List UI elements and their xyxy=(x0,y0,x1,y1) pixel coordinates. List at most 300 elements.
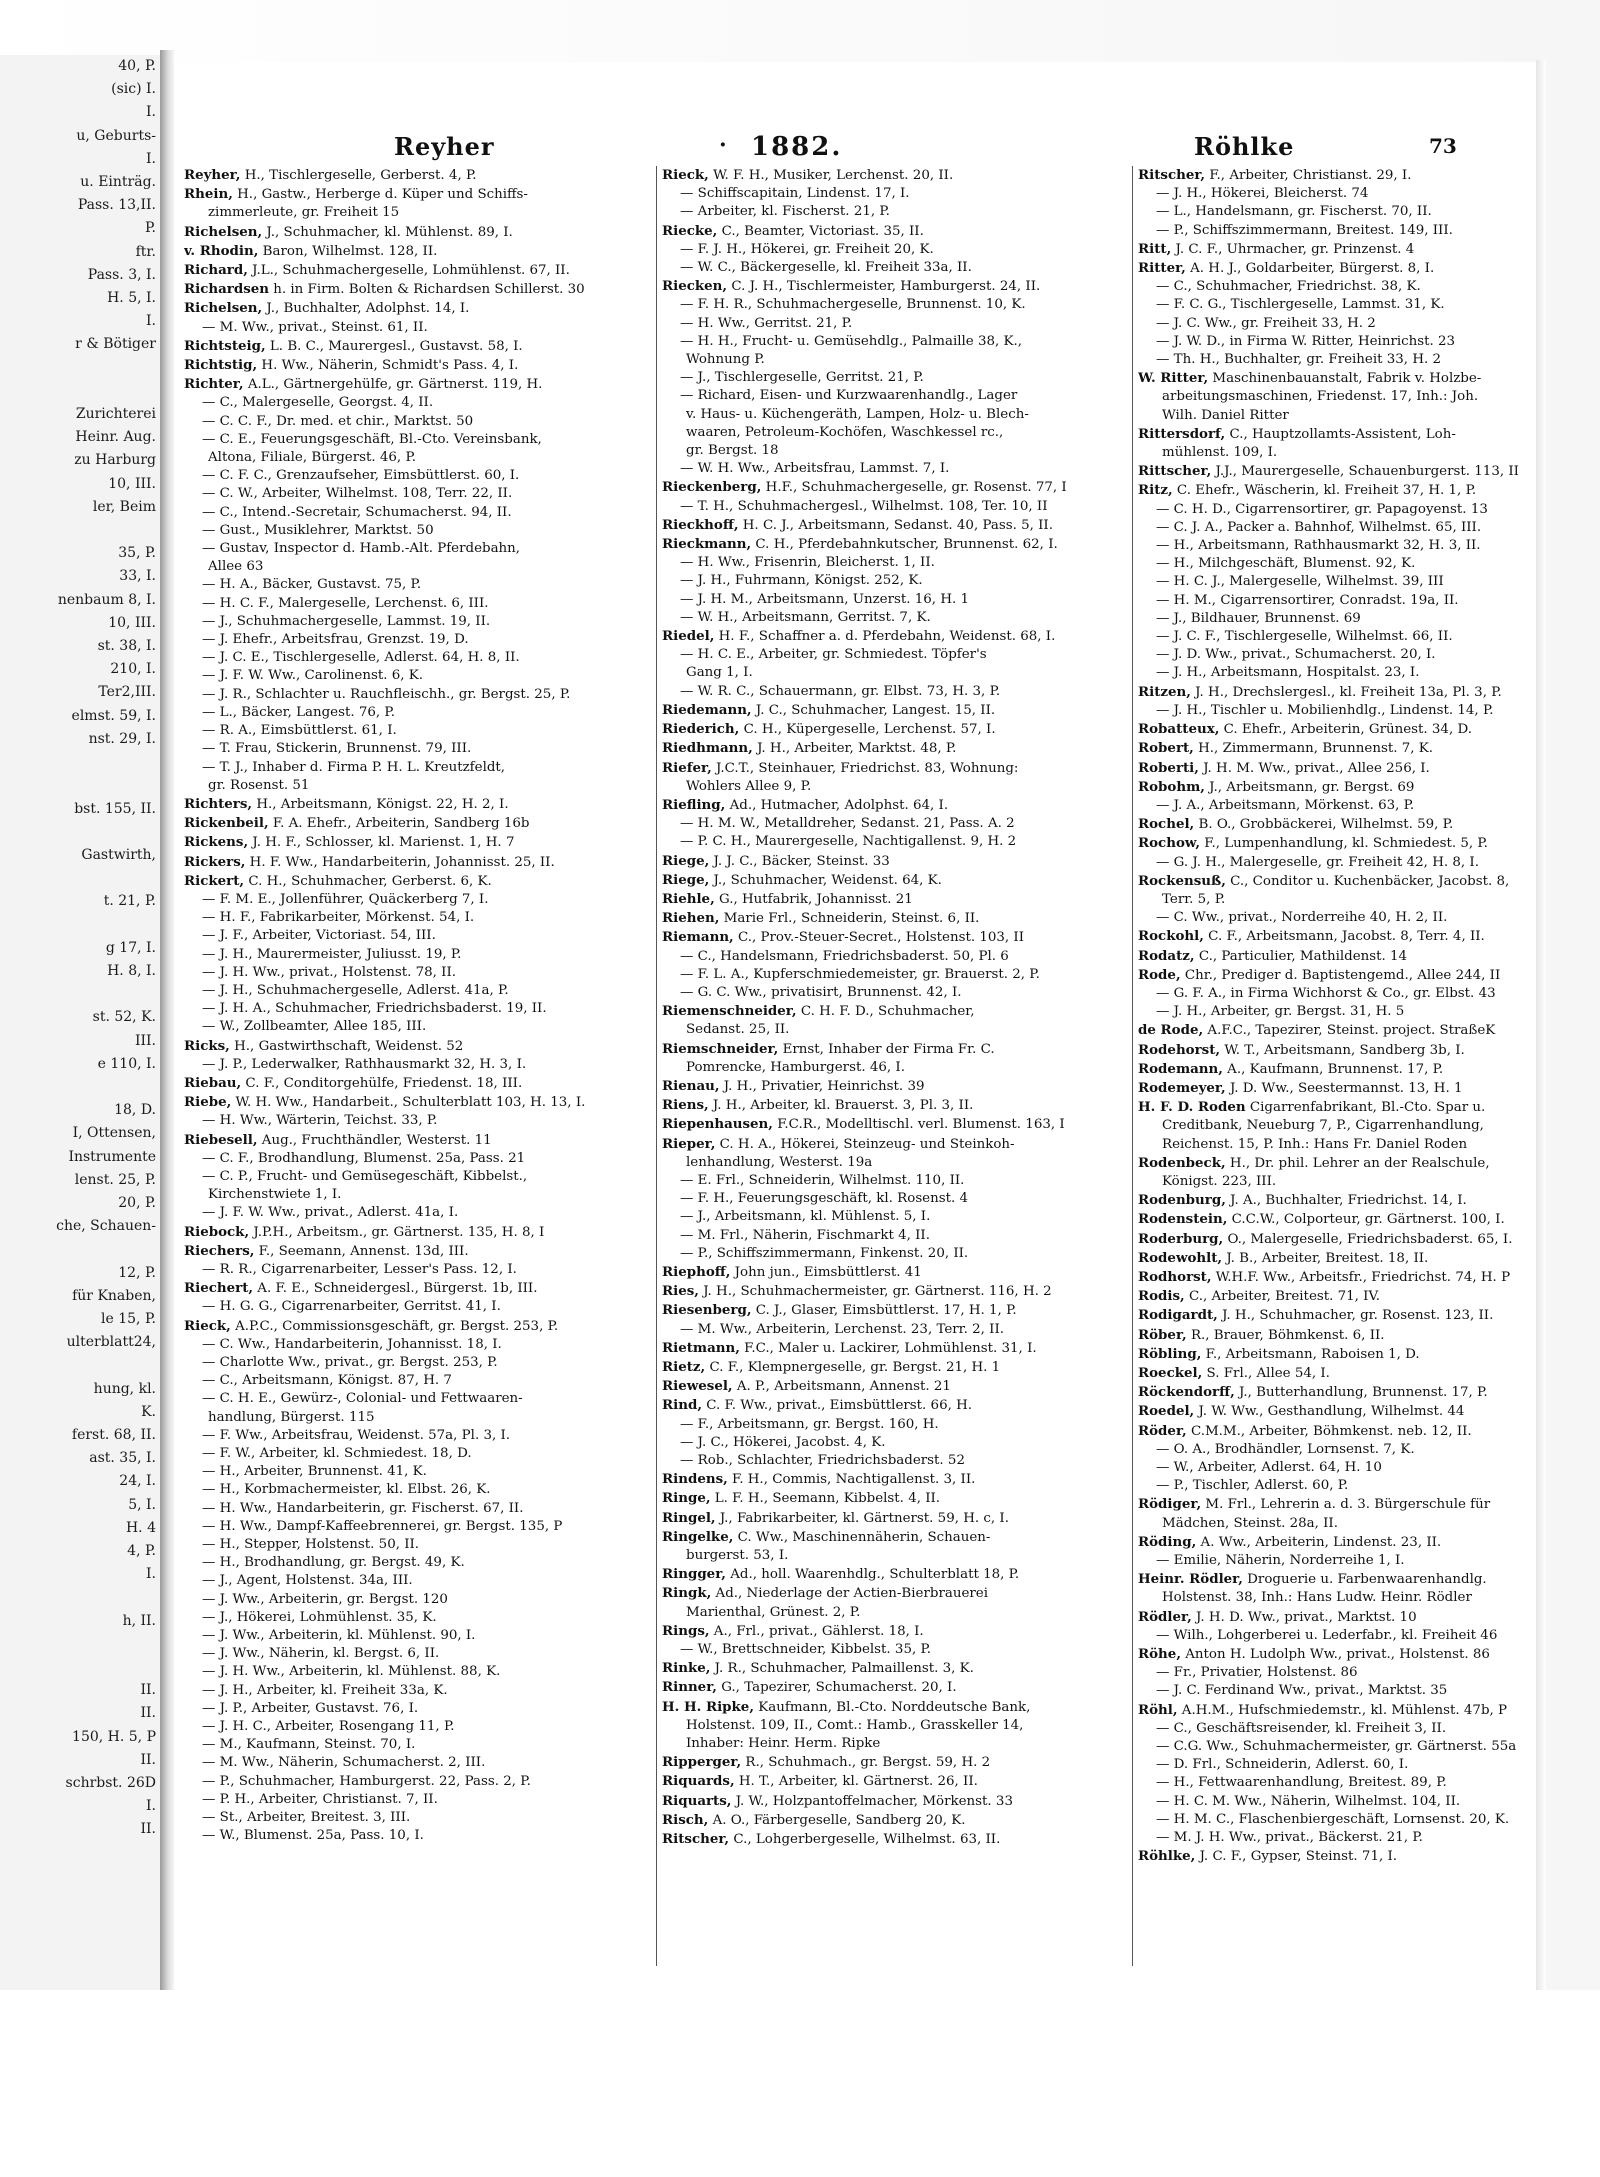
directory-subentry: — Rob., Schlachter, Friedrichsbaderst. 52 xyxy=(680,1453,965,1469)
directory-subentry: — J. H. Ww., Arbeiterin, kl. Mühlenst. 88, K. xyxy=(202,1664,501,1680)
entry-surname: H. H. Ripke, xyxy=(662,1698,754,1715)
entry-surname: Rodenbeck, xyxy=(1138,1154,1226,1171)
directory-subentry: — W., Brettschneider, Kibbelst. 35, P. xyxy=(680,1642,932,1658)
entry-surname: Riege, xyxy=(662,871,710,888)
entry-details: C., Beamter, Victoriast. 35, II. xyxy=(717,223,924,239)
left-page-line: Pass. 3, I. xyxy=(87,266,156,283)
left-page-line: 10, III. xyxy=(108,614,156,631)
directory-entry xyxy=(662,1753,1130,1772)
entry-details: F., Lumpenhandlung, kl. Schmiedest. 5, P. xyxy=(1199,836,1488,852)
left-page-line: III. xyxy=(134,1032,156,1049)
entry-details: J., Butterhandlung, Brunnenst. 17, P. xyxy=(1234,1385,1488,1401)
entry-surname: Röhl, xyxy=(1138,1701,1178,1718)
directory-subentry: — H. Ww., Wärterin, Teichst. 33, P. xyxy=(202,1113,438,1129)
entry-details: A. H. J., Goldarbeiter, Bürgerst. 8, I. xyxy=(1185,261,1435,277)
header-year: 1882. xyxy=(751,132,843,162)
entry-surname: Rode, xyxy=(1138,966,1181,983)
entry-details: J. C. F., Gypser, Steinst. 71, I. xyxy=(1195,1849,1398,1865)
entry-details: C. H. F. D., Schuhmacher, xyxy=(796,1004,975,1020)
entry-surname: Richtsteig, xyxy=(184,337,266,354)
entry-details: O., Malergeselle, Friedrichsbaderst. 65, I. xyxy=(1223,1231,1513,1247)
left-page-line: e 110, I. xyxy=(97,1055,156,1072)
directory-subentry: — H., Brodhandlung, gr. Bergst. 49, K. xyxy=(202,1555,465,1571)
directory-subentry: — H. Ww., Dampf-Kaffeebrennerei, gr. Bergst. 135, P xyxy=(202,1518,563,1534)
entry-details: C.C.W., Colporteur, gr. Gärtnerst. 100, I. xyxy=(1227,1212,1505,1228)
directory-subentry: — J. H. A., Schuhmacher, Friedrichsbaderst. 19, II. xyxy=(202,1001,547,1017)
entry-surname: Rieckhoff, xyxy=(662,516,739,533)
directory-entry xyxy=(1138,1345,1538,1364)
entry-surname: Riege, xyxy=(662,852,710,869)
directory-entry xyxy=(662,928,1130,947)
entry-surname: Riederich, xyxy=(662,721,740,738)
directory-subentry: — M., Kaufmann, Steinst. 70, I. xyxy=(202,1737,416,1753)
entry-surname: Riedemann, xyxy=(662,701,752,718)
directory-entry xyxy=(1138,1041,1538,1060)
entry-details: A. O., Färbergeselle, Sandberg 20, K. xyxy=(708,1812,966,1828)
directory-entry xyxy=(1138,1191,1538,1210)
directory-entry xyxy=(1138,1326,1538,1345)
directory-entry xyxy=(662,1263,1130,1282)
entry-details: Marie Frl., Schneiderin, Steinst. 6, II. xyxy=(719,911,980,927)
entry-details: J. H., Drechslergesl., kl. Freiheit 13a, Pl. 3, P. xyxy=(1190,684,1502,700)
entry-surname: Richelsen, xyxy=(184,223,263,240)
entry-surname: Rockensuß, xyxy=(1138,872,1226,889)
directory-entry xyxy=(662,1358,1130,1377)
directory-entry xyxy=(184,853,654,872)
entry-details: h. in Firm. Bolten & Richardsen Schillerst. 30 xyxy=(269,282,585,298)
directory-subentry: — G. F. A., in Firma Wichhorst & Co., gr. Elbst. 43 xyxy=(1156,985,1496,1001)
entry-details: Maschinenbauanstalt, Fabrik v. Holzbe- xyxy=(1208,371,1482,387)
entry-surname: Risch, xyxy=(662,1811,709,1828)
directory-entry xyxy=(662,1489,1130,1508)
left-page-line: Instrumente xyxy=(68,1148,156,1165)
directory-entry xyxy=(662,1077,1130,1096)
directory-column-2 xyxy=(662,166,1130,1986)
directory-entry xyxy=(662,166,1130,185)
directory-subentry: — T. H., Schuhmachergesl., Wilhelmst. 108, Ter. 10, II xyxy=(680,498,1048,514)
entry-details: H., Tischlergeselle, Gerberst. 4, P. xyxy=(240,168,477,183)
directory-entry xyxy=(662,1396,1130,1415)
entry-surname: Ringk, xyxy=(662,1585,712,1602)
directory-subentry: — W., Zollbeamter, Allee 185, III. xyxy=(202,1019,427,1035)
directory-entry xyxy=(184,1037,654,1056)
left-page-line: 33, I. xyxy=(119,568,156,585)
left-page-line: H. 8, I. xyxy=(107,962,156,979)
left-page-line: H. 5, I. xyxy=(107,290,156,307)
directory-subentry: — J. C. E., Tischlergeselle, Adlerst. 64, H. 8, II. xyxy=(202,650,520,666)
entry-details: A., Frl., privat., Gählerst. 18, I. xyxy=(709,1623,924,1639)
entry-details: C. F., Arbeitsmann, Jacobst. 8, Terr. 4, II. xyxy=(1203,929,1485,945)
directory-subentry: — G. C. Ww., privatisirt, Brunnenst. 42, I. xyxy=(680,984,962,1000)
directory-entry xyxy=(662,627,1130,646)
directory-subentry: — J. C. Ww., gr. Freiheit 33, H. 2 xyxy=(1156,315,1376,331)
directory-continuation: Wohnung P. xyxy=(686,352,765,368)
directory-subentry: — W., Blumenst. 25a, Pass. 10, I. xyxy=(202,1828,424,1844)
directory-entry xyxy=(1138,259,1538,278)
directory-entry xyxy=(1138,966,1538,985)
directory-entry xyxy=(1138,1079,1538,1098)
directory-entry xyxy=(1138,1570,1538,1589)
directory-entry xyxy=(662,720,1130,739)
entry-details: J. H., Schuhmachermeister, gr. Gärtnerst. 116, H. 2 xyxy=(698,1284,1052,1300)
column-rule xyxy=(656,166,657,1966)
directory-subentry: — C., Geschäftsreisender, kl. Freiheit 3, II. xyxy=(1156,1720,1447,1736)
directory-subentry: — P., Schuhmacher, Hamburgerst. 22, Pass. 2, P. xyxy=(202,1773,531,1789)
left-page-line: ast. 35, I. xyxy=(89,1450,156,1467)
directory-entry xyxy=(184,261,654,280)
directory-subentry: — W., Arbeiter, Adlerst. 64, H. 10 xyxy=(1156,1460,1382,1476)
entry-details: J., Schuhmacher, kl. Mühlenst. 89, I. xyxy=(262,224,513,240)
entry-surname: Roeckel, xyxy=(1138,1365,1203,1381)
directory-entry xyxy=(662,1115,1130,1134)
directory-subentry: — C., Intend.-Secretair, Schumacherst. 94, II. xyxy=(202,504,512,520)
entry-details: G., Tapezirer, Schumacherst. 20, I. xyxy=(716,1680,957,1696)
directory-entry xyxy=(662,1678,1130,1697)
directory-entry xyxy=(1138,1495,1538,1514)
directory-subentry: — M. J. H. Ww., privat., Bäckerst. 21, P. xyxy=(1156,1830,1423,1846)
entry-surname: Riebau, xyxy=(184,1074,242,1091)
directory-continuation: Kirchenstwiete 1, I. xyxy=(208,1187,342,1203)
entry-surname: Rodehorst, xyxy=(1138,1041,1221,1058)
entry-details: A.P.C., Commissionsgeschäft, gr. Bergst. 253, P. xyxy=(230,1318,559,1334)
directory-entry xyxy=(184,1131,654,1150)
directory-entry xyxy=(1138,1154,1538,1173)
directory-entry xyxy=(184,795,654,814)
entry-surname: Röbling, xyxy=(1138,1345,1202,1362)
directory-subentry: — C., Arbeitsmann, Königst. 87, H. 7 xyxy=(202,1373,452,1389)
entry-surname: Rittersdorf, xyxy=(1138,425,1226,442)
page-header xyxy=(174,132,1542,166)
entry-surname: Rieper, xyxy=(662,1135,716,1152)
entry-surname: Ritscher, xyxy=(662,1831,730,1848)
directory-continuation: Terr. 5, P. xyxy=(1162,891,1226,907)
entry-surname: Riquards, xyxy=(662,1773,735,1790)
entry-surname: Rodenstein, xyxy=(1138,1211,1228,1228)
directory-continuation: Wohlers Allee 9, P. xyxy=(686,778,812,794)
directory-entry xyxy=(184,299,654,318)
entry-surname: Röhe, xyxy=(1138,1646,1181,1663)
entry-surname: Richardsen xyxy=(184,281,269,298)
directory-subentry: — H. C. E., Arbeiter, gr. Schmiedest. Töpfer's xyxy=(680,647,987,663)
directory-entry xyxy=(1138,739,1538,758)
entry-surname: Rickert, xyxy=(184,872,245,889)
entry-surname: Ringe, xyxy=(662,1490,711,1507)
left-page-line xyxy=(0,357,160,380)
directory-subentry: — P., Schiffszimmermann, Finkenst. 20, II. xyxy=(680,1245,969,1261)
entry-surname: Riewesel, xyxy=(662,1378,733,1395)
directory-subentry: — F., Arbeitsmann, gr. Bergst. 160, H. xyxy=(680,1416,939,1432)
directory-column-1 xyxy=(184,166,654,1986)
entry-details: W.H.F. Ww., Arbeitsfr., Friedrichst. 74, H. P xyxy=(1211,1269,1511,1285)
entry-details: J. C., Schuhmacher, Langest. 15, II. xyxy=(751,702,996,718)
directory-entry xyxy=(184,1279,654,1298)
directory-subentry: — J., Bildhauer, Brunnenst. 69 xyxy=(1156,610,1361,626)
directory-subentry: — J. H. C., Arbeiter, Rosengang 11, P. xyxy=(202,1719,455,1735)
entry-surname: Ringel, xyxy=(662,1509,716,1526)
directory-subentry: — W. H. Ww., Arbeitsfrau, Lammst. 7, I. xyxy=(680,461,950,477)
directory-continuation: Wilh. Daniel Ritter xyxy=(1162,407,1289,423)
entry-surname: Rhein, xyxy=(184,186,233,203)
entry-details: F.C., Maler u. Lackirer, Lohmühlenst. 31, I. xyxy=(739,1340,1037,1356)
directory-subentry: — W. R. C., Schauermann, gr. Elbst. 73, H. 3, P. xyxy=(680,683,1001,699)
directory-subentry: — M. Ww., privat., Steinst. 61, II. xyxy=(202,319,428,335)
directory-subentry: — Gust., Musiklehrer, Marktst. 50 xyxy=(202,522,434,538)
entry-details: C., Hauptzollamts-Assistent, Loh- xyxy=(1225,426,1456,442)
entry-surname: Robert, xyxy=(1138,740,1194,757)
entry-surname: Riechers, xyxy=(184,1242,255,1259)
directory-continuation: handlung, Bürgerst. 115 xyxy=(208,1409,375,1425)
entry-details: J.L., Schuhmachergeselle, Lohmühlenst. 67, II. xyxy=(247,263,570,279)
directory-entry xyxy=(662,852,1130,871)
directory-continuation: Holstenst. 109, II., Comt.: Hamb., Grasskeller 14, xyxy=(686,1717,1024,1733)
entry-details: H., Zimmermann, Brunnenst. 7, K. xyxy=(1193,741,1434,757)
directory-continuation: Pomrencke, Hamburgerst. 46, I. xyxy=(686,1059,905,1075)
directory-subentry: — H. F., Fabrikarbeiter, Mörkenst. 54, I. xyxy=(202,910,475,926)
directory-subentry: — H. M., Cigarrensortirer, Conradst. 19a, II. xyxy=(1156,592,1459,608)
directory-entry xyxy=(662,277,1130,296)
directory-entry xyxy=(662,1830,1130,1849)
entry-surname: Roberti, xyxy=(1138,759,1199,776)
left-page-line: u. Einträg. xyxy=(80,174,156,191)
directory-subentry: — H. Ww., Gerritst. 21, P. xyxy=(680,315,853,331)
directory-subentry: — Schiffscapitain, Lindenst. 17, I. xyxy=(680,186,910,202)
directory-continuation: Inhaber: Heinr. Herm. Ripke xyxy=(686,1736,881,1752)
entry-details: Ad., Niederlage der Actien-Bierbrauerei xyxy=(711,1586,988,1602)
entry-details: B. O., Grobbäckerei, Wilhelmst. 59, P. xyxy=(1194,817,1454,833)
entry-surname: Rittscher, xyxy=(1138,463,1212,480)
directory-subentry: — F. H., Feuerungsgeschäft, kl. Rosenst. 4 xyxy=(680,1191,969,1207)
directory-subentry: — R. R., Cigarrenarbeiter, Lesser's Pass. 12, I. xyxy=(202,1261,517,1277)
directory-subentry: — F. C. G., Tischlergeselle, Lammst. 31, K. xyxy=(1156,297,1445,313)
directory-subentry: — C.G. Ww., Schuhmachermeister, gr. Gärtnerst. 55a xyxy=(1156,1739,1517,1755)
entry-surname: Rodis, xyxy=(1138,1288,1185,1305)
entry-details: R., Brauer, Böhmkenst. 6, II. xyxy=(1186,1327,1385,1343)
left-page-line: 5, I. xyxy=(128,1496,156,1513)
entry-surname: Ritzen, xyxy=(1138,683,1191,700)
directory-entry xyxy=(662,1135,1130,1154)
entry-surname: Röding, xyxy=(1138,1533,1197,1550)
directory-entry xyxy=(1138,1060,1538,1079)
entry-details: H., Arbeitsmann, Königst. 22, H. 2, I. xyxy=(252,796,509,812)
entry-surname: Riehle, xyxy=(662,890,715,907)
directory-subentry: — J. Ww., Näherin, kl. Bergst. 6, II. xyxy=(202,1646,440,1662)
entry-surname: Rödiger, xyxy=(1138,1496,1202,1513)
directory-entry xyxy=(1138,240,1538,259)
entry-details: J. H., Arbeiter, kl. Brauerst. 3, Pl. 3, II. xyxy=(708,1098,974,1114)
entry-surname: Rinke, xyxy=(662,1660,711,1677)
left-page-line xyxy=(0,983,160,1006)
entry-details: F.C.R., Modelltischl. verl. Blumenst. 163, I xyxy=(772,1117,1065,1133)
directory-continuation: waaren, Petroleum-Kochöfen, Waschkessel rc., xyxy=(686,424,1004,440)
directory-entry xyxy=(1138,1402,1538,1421)
left-page-line: bst. 155, II. xyxy=(74,800,156,817)
entry-surname: Rodigardt, xyxy=(1138,1307,1218,1324)
directory-subentry: — M. Ww., Arbeiterin, Lerchenst. 23, Terr. 2, II. xyxy=(680,1321,1004,1337)
directory-subentry: — P., Schiffszimmermann, Breitest. 149, III. xyxy=(1156,222,1453,238)
left-page-line: ulterblatt24, xyxy=(66,1334,156,1351)
entry-surname: Ritz, xyxy=(1138,482,1173,499)
entry-surname: Roedel, xyxy=(1138,1403,1195,1420)
directory-entry xyxy=(1138,1422,1538,1441)
directory-subentry: — C., Malergeselle, Georgst. 4, II. xyxy=(202,395,434,411)
directory-subentry: — H., Stepper, Holstenst. 50, II. xyxy=(202,1537,420,1553)
directory-subentry: — C. W., Arbeiter, Wilhelmst. 108, Terr. 22, II. xyxy=(202,486,513,502)
entry-surname: Ries, xyxy=(662,1283,699,1300)
entry-details: F. H., Commis, Nachtigallenst. 3, II. xyxy=(727,1472,976,1488)
left-page-line xyxy=(0,1238,160,1261)
entry-details: C. F. Ww., privat., Eimsbüttlerst. 66, H. xyxy=(701,1398,973,1414)
header-right-word: Röhlke xyxy=(1194,132,1295,161)
directory-subentry: — L., Bäcker, Langest. 76, P. xyxy=(202,704,395,720)
directory-subentry: — T. Frau, Stickerin, Brunnenst. 79, III. xyxy=(202,741,472,757)
left-page-line xyxy=(0,751,160,774)
entry-details: J. W. Ww., Gesthandlung, Wilhelmst. 44 xyxy=(1194,1404,1465,1420)
entry-surname: Rochel, xyxy=(1138,816,1195,833)
entry-details: C. Ww., Maschinennäherin, Schauen- xyxy=(733,1529,991,1545)
directory-entry xyxy=(662,1565,1130,1584)
left-page-line: 18, D. xyxy=(114,1102,156,1119)
directory-entry xyxy=(1138,1701,1538,1720)
directory-entry xyxy=(184,166,654,185)
directory-subentry: — C. H. E., Gewürz-, Colonial- und Fettwaaren- xyxy=(202,1391,523,1407)
directory-entry xyxy=(1138,927,1538,946)
directory-subentry: — H., Korbmachermeister, kl. Elbst. 26, K. xyxy=(202,1482,491,1498)
entry-details: Kaufmann, Bl.-Cto. Norddeutsche Bank, xyxy=(754,1699,1031,1715)
entry-details: J. D. Ww., Seestermannst. 13, H. 1 xyxy=(1225,1080,1463,1096)
directory-subentry: — T. J., Inhaber d. Firma P. H. L. Kreutzfeldt, xyxy=(202,759,506,775)
entry-details: F. A. Ehefr., Arbeiterin, Sandberg 16b xyxy=(268,816,530,832)
directory-entry xyxy=(184,1223,654,1242)
entry-surname: Rinner, xyxy=(662,1679,717,1696)
directory-subentry: — C., Handelsmann, Friedrichsbaderst. 50, Pl. 6 xyxy=(680,948,1009,964)
directory-subentry: — J. F. W. Ww., Carolinenst. 6, K. xyxy=(202,668,424,684)
directory-entry xyxy=(662,909,1130,928)
entry-details: C. H. A., Hökerei, Steinzeug- und Steinkoh- xyxy=(715,1136,1015,1152)
entry-surname: Riemenschneider, xyxy=(662,1003,797,1020)
directory-entry xyxy=(1138,481,1538,500)
directory-subentry: — J. F. W. Ww., privat., Adlerst. 41a, I. xyxy=(202,1205,459,1221)
entry-surname: Riefling, xyxy=(662,796,726,813)
directory-entry xyxy=(662,890,1130,909)
directory-entry xyxy=(184,280,654,299)
entry-surname: Rodewohlt, xyxy=(1138,1249,1223,1266)
directory-continuation: Holstenst. 38, Inh.: Hans Ludw. Heinr. Rödler xyxy=(1162,1590,1472,1606)
header-dot: · xyxy=(719,132,727,158)
entry-surname: Riedhmann, xyxy=(662,740,753,757)
entry-surname: Richtstig, xyxy=(184,357,258,374)
directory-entry xyxy=(1138,1533,1538,1552)
entry-details: H. F. Ww., Handarbeiterin, Johannisst. 25, II. xyxy=(245,854,555,870)
entry-surname: Röckendorff, xyxy=(1138,1384,1235,1401)
directory-entry xyxy=(1138,1608,1538,1627)
left-page-line xyxy=(0,1656,160,1679)
directory-subentry: — E. Frl., Schneiderin, Wilhelmst. 110, II. xyxy=(680,1172,965,1188)
directory-continuation: gr. Bergst. 18 xyxy=(686,443,779,459)
left-page-line: I. xyxy=(146,313,156,330)
directory-subentry: — P. H., Arbeiter, Christianst. 7, II. xyxy=(202,1791,438,1807)
directory-entry xyxy=(1138,1210,1538,1229)
left-page-line: Gastwirth, xyxy=(81,846,156,863)
entry-surname: Rickenbeil, xyxy=(184,815,269,832)
entry-details: J.C.T., Steinhauer, Friedrichst. 83, Wohnung: xyxy=(711,760,1019,776)
entry-surname: Rings, xyxy=(662,1622,710,1639)
book-gutter xyxy=(160,50,174,2030)
directory-subentry: — J. H., Maurermeister, Juliusst. 19, P. xyxy=(202,946,462,962)
entry-details: J., Fabrikarbeiter, kl. Gärtnerst. 59, H. c, I. xyxy=(715,1510,1009,1526)
entry-surname: Robohm, xyxy=(1138,778,1205,795)
entry-surname: Riquarts, xyxy=(662,1792,732,1809)
entry-surname: Richter, xyxy=(184,376,244,393)
left-page-line: h, II. xyxy=(122,1612,156,1629)
directory-subentry: — C. P., Frucht- und Gemüsegeschäft, Kibbelst., xyxy=(202,1168,528,1184)
left-page-line: 40, P. xyxy=(118,58,156,74)
directory-continuation: Gang 1, I. xyxy=(686,665,753,681)
left-page-line: 10, III. xyxy=(108,475,156,492)
directory-entry xyxy=(662,1772,1130,1791)
directory-continuation: mühlenst. 109, I. xyxy=(1162,445,1278,461)
directory-column-3 xyxy=(1138,166,1538,1986)
entry-surname: de Rode, xyxy=(1138,1022,1204,1039)
directory-entry xyxy=(1138,462,1538,481)
directory-entry xyxy=(662,1002,1130,1021)
directory-entry xyxy=(184,1242,654,1261)
left-page-line: K. xyxy=(141,1403,156,1420)
directory-entry xyxy=(662,1096,1130,1115)
left-page-line: (sic) I. xyxy=(111,81,156,98)
directory-subentry: — J. D. Ww., privat., Schumacherst. 20, I. xyxy=(1156,647,1436,663)
left-page-line: st. 38, I. xyxy=(97,638,156,655)
directory-entry xyxy=(662,1040,1130,1059)
directory-subentry: — J. H. Ww., privat., Holstenst. 78, II. xyxy=(202,964,457,980)
directory-subentry: — W. H., Arbeitsmann, Gerritst. 7, K. xyxy=(680,609,931,625)
directory-entry xyxy=(662,1659,1130,1678)
left-page-line: I. xyxy=(146,104,156,121)
directory-entry xyxy=(662,1811,1130,1830)
directory-subentry: — J. Ww., Arbeiterin, gr. Bergst. 120 xyxy=(202,1591,448,1607)
directory-subentry: — J. C. Ferdinand Ww., privat., Marktst. 35 xyxy=(1156,1683,1448,1699)
entry-details: C. J. H., Tischlermeister, Hamburgerst. 24, II. xyxy=(727,279,1041,295)
directory-subentry: — F. M. E., Jollenführer, Quäckerberg 7, I. xyxy=(202,891,489,907)
entry-surname: Rodenburg, xyxy=(1138,1192,1226,1209)
directory-subentry: — J. F., Arbeiter, Victoriast. 54, III. xyxy=(202,928,436,944)
entry-details: C. F., Klempnergeselle, gr. Bergst. 21, H. 1 xyxy=(705,1360,1001,1375)
directory-subentry: — F. W., Arbeiter, kl. Schmiedest. 18, D. xyxy=(202,1446,472,1462)
entry-surname: Rieckenberg, xyxy=(662,479,762,496)
directory-subentry: — Charlotte Ww., privat., gr. Bergst. 253, P. xyxy=(202,1355,498,1370)
left-page-line: II. xyxy=(140,1821,156,1838)
directory-entry xyxy=(1138,1364,1538,1383)
left-page-line: II. xyxy=(140,1682,156,1699)
directory-entry xyxy=(662,1470,1130,1489)
directory-continuation: Sedanst. 25, II. xyxy=(686,1022,790,1038)
left-page-line xyxy=(0,867,160,890)
directory-subentry: — J., Hökerei, Lohmühlenst. 35, K. xyxy=(202,1609,437,1625)
entry-details: H. F., Schaffner a. d. Pferdebahn, Weidenst. 68, I. xyxy=(714,629,1056,645)
directory-subentry: — Gustav, Inspector d. Hamb.-Alt. Pferdebahn, xyxy=(202,541,521,557)
directory-entry xyxy=(184,185,654,204)
directory-entry xyxy=(662,516,1130,535)
left-page-line xyxy=(0,1633,160,1656)
entry-surname: W. Ritter, xyxy=(1138,370,1209,387)
entry-details: C. H., Pferdebahnkutscher, Brunnenst. 62, I. xyxy=(751,537,1058,553)
entry-surname: Rieck, xyxy=(184,1317,231,1334)
directory-subentry: — C. H. D., Cigarrensortirer, gr. Papagoyenst. 13 xyxy=(1156,501,1488,517)
directory-entry xyxy=(662,1622,1130,1641)
left-page-line: schrbst. 26D xyxy=(65,1775,156,1792)
left-page-line: g 17, I. xyxy=(105,939,156,956)
left-page-line xyxy=(0,914,160,937)
entry-details: J. H. F., Schlosser, kl. Marienst. 1, H. 7 xyxy=(248,835,515,851)
